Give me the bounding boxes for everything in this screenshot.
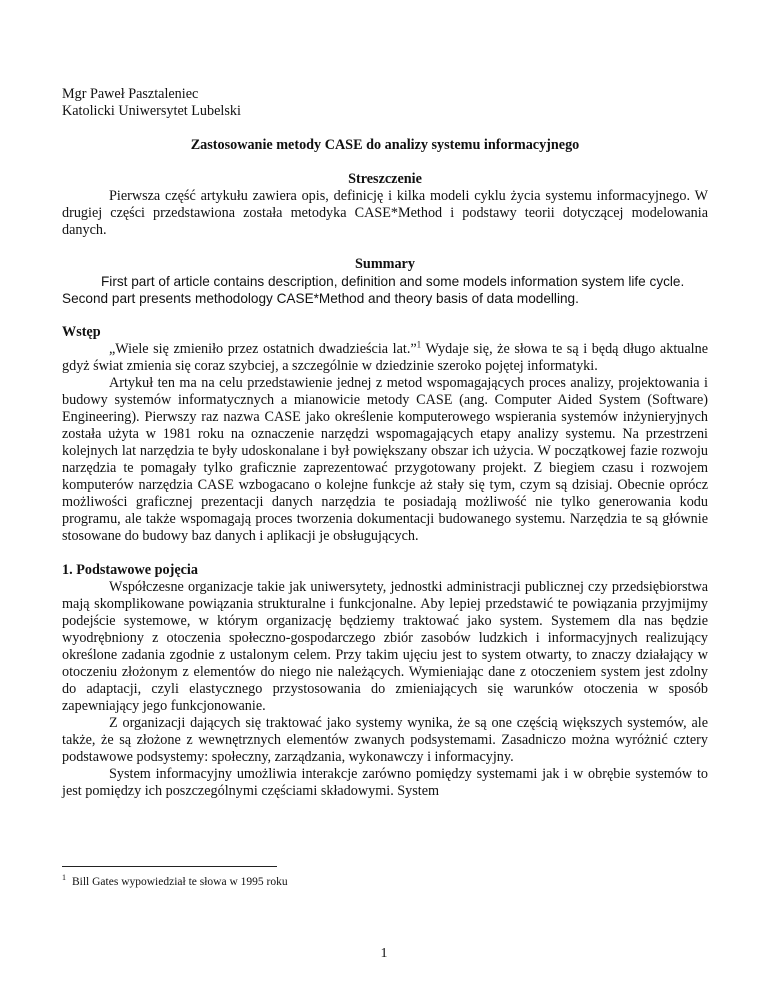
section-1-paragraph-1: Współczesne organizacje takie jak uniwersytety, jednostki administracji publicznej czy przedsiębiorstwa mają skomplikowane powiązania strukturalne i funkcjonalne. Aby lepiej przedstawić te powiązania przyjmijmy podejście systemowe, w którym organizację będziemy traktować jako system. Systemem dla nas będzie wyodrębniony z otoczenia społeczno-gospodarczego zbiór zasobów ludzkich i informacyjnych realizujący określone zadania zgodnie z ustalonym celem. Przy takim ujęciu jest to system otwarty, to znaczy działający w otoczeniu złożonym z elementów do niego nie należących. Wymieniając dane z otoczeniem system jest zdolny do adaptacji, czyli elastycznego przystosowania do zmieniających się warunków otoczenia w sposób zapewniający jego funkcjonowanie. <box>62 579 708 714</box>
intro-paragraph-2: Artykuł ten ma na celu przedstawienie jednej z metod wspomagających proces analizy, projektowania i budowy systemów informatycznych a mianowicie metody CASE (ang. Computer Aided System (Software) Engineering). Pierwszy raz nazwa CASE jako określenie komputerowego wspierania systemów inżynieryjnych została użyta w 1981 roku na oznaczenie narzędzi wspomagających etapy analizy systemu. Na przestrzeni kolejnych lat narzędzia te były udoskonalane i był powiększany obszar ich użycia. W początkowej fazie rozwoju narzędzia te pomagały tylko graficznie zaprezentować przygotowany projekt. Z biegiem czasu i rozwojem komputerów narzędzia CASE wzbogacano o kolejne funkcje aż stały się tym, czym są dzisiaj. Obecnie oprócz możliwości graficznej prezentacji danych narzędzia te posiadają możliwość nie tylko generowania kodu programu, ale także wspomagają proces tworzenia dokumentacji budowanego systemu. Narzędzia te są głównie stosowane do budowy baz danych i aplikacji je obsługujących. <box>62 375 708 544</box>
footnote-mark: 1 <box>62 873 66 883</box>
abstract-pl-text: Pierwsza część artykułu zawiera opis, definicję i kilka modeli cyklu życia systemu informacyjnego. W drugiej części przedstawiona została metodyka CASE*Method i podstawy teorii dotyczącej modelowania danych. <box>62 188 708 238</box>
page-content <box>62 86 708 800</box>
footnote-text: Bill Gates wypowiedział te słowa w 1995 roku <box>72 876 288 888</box>
section-1-paragraph-2: Z organizacji dających się traktować jako systemy wynika, że są one częścią większych systemów, ale także, że są złożone z wewnętrznych elementów zwanych podsystemami. Zasadniczo można wyróżnić cztery podstawowe podsystemy: społeczny, zarządzania, wykonawczy i informacyjny. <box>62 715 708 765</box>
footnote-reference[interactable]: 1 <box>416 339 422 350</box>
footnote-divider <box>62 866 277 867</box>
footnote-area <box>62 866 708 889</box>
paper-title: Zastosowanie metody CASE do analizy systemu informacyjnego <box>190 137 580 153</box>
abstract-pl-heading: Streszczenie <box>348 171 422 187</box>
section-1-paragraph-3: System informacyjny umożliwia interakcje zarówno pomiędzy systemami jak i w obrębie systemów to jest pomiędzy ich poszczególnymi częściami składowymi. System <box>62 766 708 799</box>
intro-quote: „Wiele się zmieniło przez ostatnich dwadzieścia lat.” <box>109 341 417 357</box>
intro-quote-rest: Wydaje się, że słowa te są i będą długo aktualne gdyż świat zmienia się coraz szybciej, a szczególnie w dziedzinie szeroko pojętej informatyki. <box>62 341 708 374</box>
footnote <box>62 875 708 889</box>
author-affiliation: Katolicki Uniwersytet Lubelski <box>62 103 241 119</box>
abstract-en-text: First part of article contains description, definition and some models information system life cycle. Second part presents methodology CASE*Method and theory basis of data modelling. <box>62 274 685 306</box>
author-name: Mgr Paweł Pasztaleniec <box>62 86 199 102</box>
page-number: 1 <box>380 946 388 961</box>
abstract-en-heading: Summary <box>355 256 415 272</box>
intro-paragraph-1 <box>62 341 708 375</box>
section-1-heading: 1. Podstawowe pojęcia <box>62 562 198 578</box>
intro-heading: Wstęp <box>62 324 101 340</box>
